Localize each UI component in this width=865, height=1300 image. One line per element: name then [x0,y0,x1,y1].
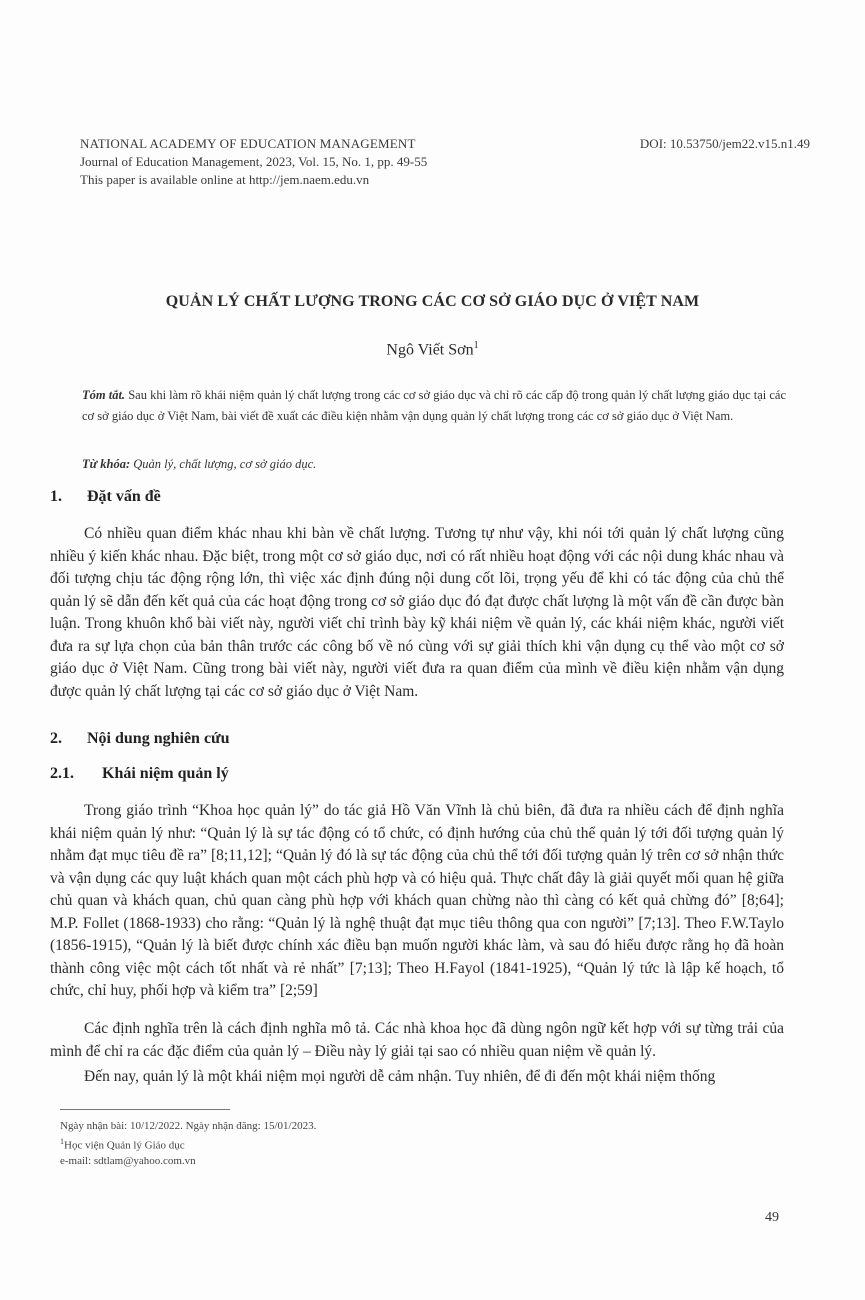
keywords-text: Quản lý, chất lượng, cơ sở giáo dục. [130,457,317,471]
author-mark: 1 [473,340,479,351]
affiliation: Học viện Quản lý Giáo dục [64,1139,185,1152]
concept-paragraph: Đến nay, quản lý là một khái niệm mọi người dễ cảm nhận. Tuy nhiên, để đi đến một khái niệm thống [84,1068,716,1085]
journal-citation: Journal of Education Management, 2023, Vol. 15, No. 1, pp. 49-55 [80,154,428,169]
availability-note: This paper is available online at http://jem.naem.edu.vn [80,172,370,187]
definitions-paragraph: Trong giáo trình “Khoa học quản lý” do tác giả Hồ Văn Vĩnh là chủ biên, đã đưa ra nhiều cách để định nghĩa khái niệm quản lý như: “Quản lý là sự tác động có tổ chức, có định hướng của chủ thể quản lý tới đối tượng quản lý nhằm đạt mục tiêu đề ra” [8;11,12]; “Quản lý đó là sự tác động của chủ thể tới đối tượng quản lý trên cơ sở nhận thức và vận dụng các quy luật khách quan một cách phù hợp và có hiệu quả. Thực chất đây là giải quyết mối quan hệ giữa chủ quan và khách quan, chủ quan càng phù hợp với khách quan chừng nào thì càng có kết quả chừng đó” [8;64]; M.P. Follet (1868-1933) cho rằng: “Quản lý là nghệ thuật đạt mục tiêu thông qua con người” [7;13]. Theo F.W.Taylo (1856-1915), “Quản lý là biết được chính xác điều bạn muốn người khác làm, và sau đó hiểu được rằng họ đã hoàn thành công việc một cách tốt nhất và rẻ nhất” [7;13]; Theo H.Fayol (1841-1925), “Quản lý tức là lập kế hoạch, tổ chức, chỉ huy, phối hợp và kiểm tra” [2;59] [50,802,784,999]
paper-title: QUẢN LÝ CHẤT LƯỢNG TRONG CÁC CƠ SỞ GIÁO DỤC Ở VIỆT NAM [165,293,700,310]
author-email: e-mail: sdtlam@yahoo.com.vn [60,1154,196,1167]
journal-header [80,135,810,189]
subsection-2-1-title: Khái niệm quản lý [102,765,229,782]
abstract [82,385,787,427]
affiliation-mark: 1 [60,1137,64,1146]
keywords [82,457,787,472]
section-1-paragraph: Có nhiều quan điểm khác nhau khi bàn về chất lượng. Tương tự như vậy, khi nói tới quản lý chất lượng cũng nhiều ý kiến khác nhau. Đặc biệt, trong một cơ sở giáo dục, nơi có rất nhiều hoạt động với các nội dung khác nhau và đối tượng chịu tác động rộng lớn, thì việc xác định đúng nội dung cốt lõi, trọng yếu để khi có tác động của chủ thể quản lý sẽ dẫn đến kết quả của các hoạt động trong cơ sở giáo dục đó đạt được chất lượng là một vấn đề cần được bàn luận. Trong khuôn khổ bài viết này, người viết chỉ trình bày kỹ khái niệm về quản lý, các khái niệm khác, người viết đưa ra sự lựa chọn của bản thân trước các công bố về nó cùng với sự giải thích khi vận dụng cụ thể vào một cơ sở giáo dục ở Việt Nam. Cũng trong bài viết này, người viết đưa ra quan điểm của mình về điều kiện nhằm vận dụng được quản lý chất lượng tại các cơ sở giáo dục ở Việt Nam. [50,525,784,700]
abstract-text: Sau khi làm rõ khái niệm quản lý chất lượng trong các cơ sở giáo dục và chỉ rõ các cấp độ trong quản lý chất lượng giáo dục tại các cơ sở giáo dục ở Việt Nam, bài viết đề xuất các điều kiện nhằm vận dụng quản lý chất lượng trong các cơ sở giáo dục ở Việt Nam. [82,388,787,423]
section-2-number: 2. [50,730,62,747]
page-number: 49 [765,1210,779,1225]
affiliation-note [60,1134,316,1154]
author-name: Ngô Viết Sơn [386,341,474,359]
footnotes [60,1119,316,1169]
received-dates: Ngày nhận bài: 10/12/2022. Ngày nhận đăng: 15/01/2023. [60,1120,317,1132]
descriptive-definitions-paragraph: Các định nghĩa trên là cách định nghĩa mô tả. Các nhà khoa học đã dùng ngôn ngữ kết hợp với sự từng trải của mình để chỉ ra các đặc điểm của quản lý – Điều này lý giải tại sao có nhiều quan niệm về quản lý. [50,1020,784,1060]
section-2-title: Nội dung nghiên cứu [87,730,230,747]
footnote-divider [60,1109,230,1110]
institution-name: NATIONAL ACADEMY OF EDUCATION MANAGEMENT [80,136,416,151]
section-1-number: 1. [50,488,62,505]
section-1-title: Đặt vấn đề [87,488,161,505]
keywords-label: Từ khóa: [82,457,131,471]
section-1-heading [50,488,161,506]
section-2-heading [50,730,230,748]
author [0,340,865,359]
subsection-2-1-number: 2.1. [50,765,74,782]
subsection-2-1-heading [50,765,229,783]
abstract-label: Tóm tắt. [82,388,126,402]
doi: DOI: 10.53750/jem22.v15.n1.49 [639,136,810,151]
